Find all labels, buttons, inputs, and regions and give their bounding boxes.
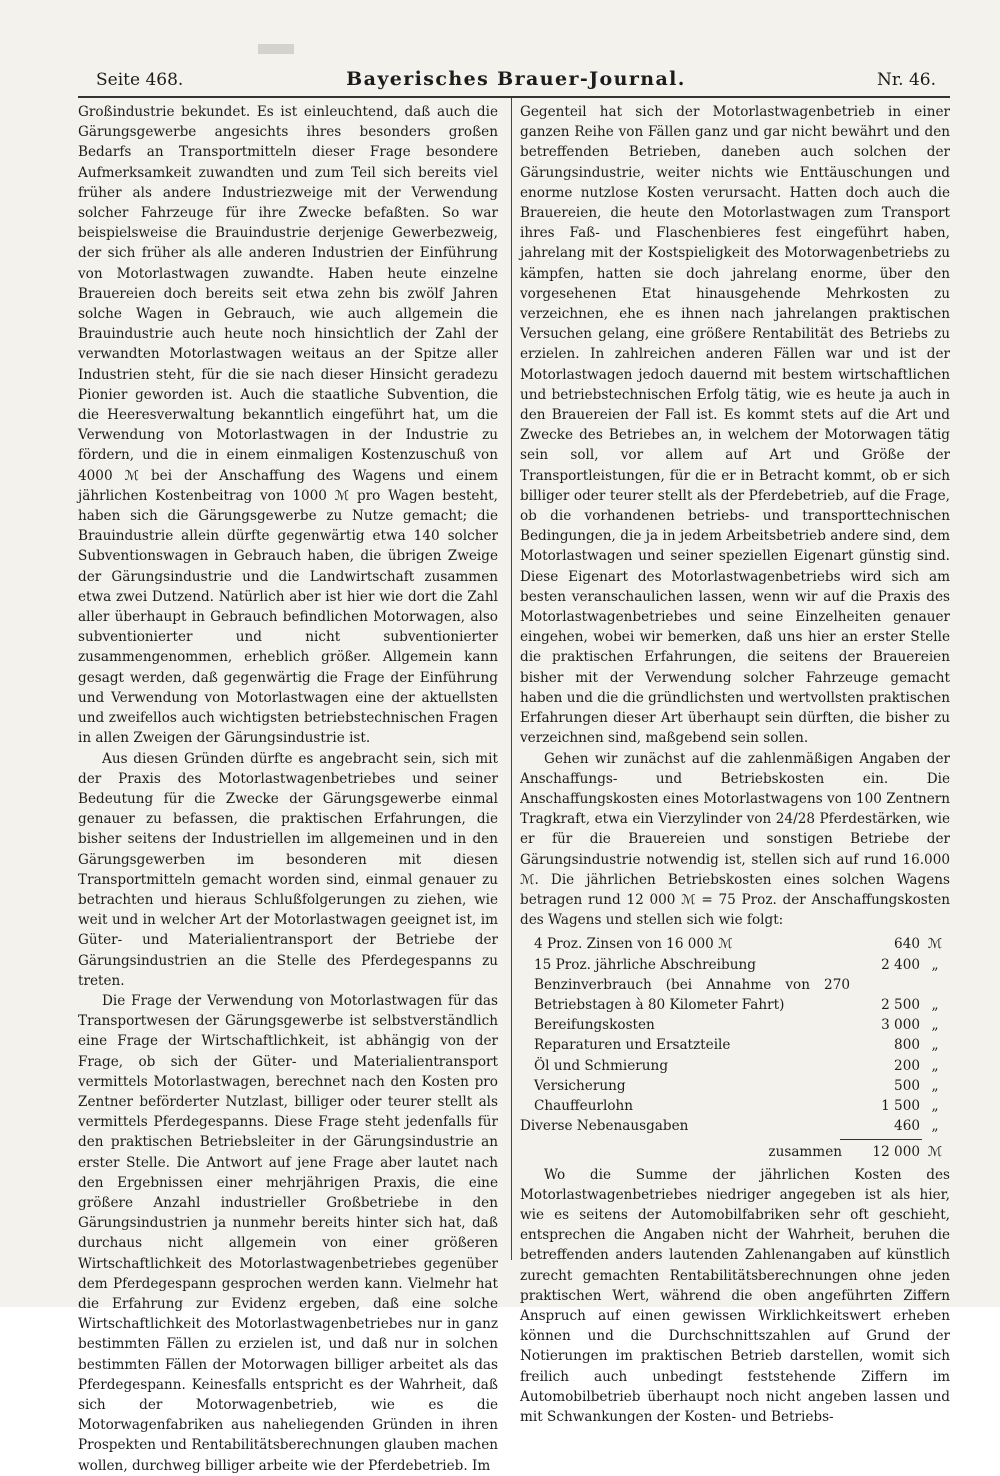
cost-row — [520, 1035, 950, 1055]
cost-label: Öl und Schmierung — [534, 1057, 669, 1074]
cost-unit: ℳ — [927, 936, 943, 953]
cost-label: Diverse Nebenausgaben — [520, 1118, 689, 1135]
cost-amount: 640 — [894, 936, 920, 953]
cost-unit: „ — [931, 1118, 939, 1135]
paragraph: Die Frage der Verwendung von Motorlastwagen für das Transportwesen der Gärungsgewerbe ist selbstverständlich eine Frage der Wirtschaftlichkeit, ist abhängig von der Frage, ob sich der Güter- und Materialientransport vermittels Motorlastwagen, berechnet nach den Kosten pro Zentner beförderter Nutzlast, billiger oder teurer stellt als vermittels Pferdegespanns. Diese Frage steht jedenfalls für den praktischen Betriebsleiter in der Gärungsindustrie an erster Stelle. Die Antwort auf jene Frage aber lautet nach den Ergebnissen einer mehrjährigen Praxis, die eine größere Anzahl industrieller Großbetriebe in den Gärungsindustrien ja nunmehr bereits hinter sich hat, daß durchaus nicht allgemein von einer größeren Wirtschaftlichkeit des Motorlastwagenbetriebes gegenüber dem Pferdegespann gesprochen werden kann. Vielmehr hat die Erfahrung zur Evidenz ergeben, daß eine solche Wirtschaftlichkeit des Motorlastwagenbetriebes nur in ganz bestimmten Fällen zu erzielen ist, und daß nur in solchen bestimmten Fällen der Motorwagen billiger arbeitet als das Pferdegespann. Keinesfalls entspricht es der Wahrheit, daß sich der Motorwagenbetrieb, wie es die Motorwagenfabriken aus naheliegenden Gründen in ihren Prospekten und Rentabilitätsberechnungen glauben machen wollen, durchweg billiger arbeite wie der Pferdebetrieb. Im — [78, 992, 498, 1474]
left-column — [78, 102, 498, 1474]
cost-row — [520, 975, 950, 1015]
cost-amount: 800 — [894, 1037, 920, 1054]
cost-amount: 200 — [894, 1057, 920, 1074]
cost-row — [520, 1015, 950, 1035]
cost-amount: 500 — [894, 1077, 920, 1094]
paragraph: Aus diesen Gründen dürfte es angebracht sein, sich mit der Praxis des Motorlastwagenbetriebes und seiner Bedeutung für die Zwecke der Gärungsgewerbe einmal genauer zu befassen, die praktischen Erfahrungen, die bisher seitens der Industriellen im allgemeinen und in den Gärungsgewerben im besonderen mit diesen Transportmitteln gemacht worden sind, einmal genauer zu betrachten und hieraus Schlußfolgerungen zu ziehen, wie weit und in welcher Art der Motorlastwagen geeignet ist, im Güter- und Materialientransport der Betriebe der Gärungsindustrien an die Stelle des Pferdegespanns zu treten. — [78, 750, 498, 989]
cost-row — [520, 1076, 950, 1096]
issue-number: Nr. 46. — [877, 70, 936, 90]
paragraph: Gehen wir zunächst auf die zahlenmäßigen Angaben der Anschaffungs- und Betriebskosten ein. Die Anschaffungskosten eines Motorlastwagens von 100 Zentnern Tragkraft, etwa ein Vierzylinder von 24/28 Pferdestärken, wie er für die Brauereien und sonstigen Betriebe der Gärungsindustrie notwendig ist, stellen sich auf rund 16.000 ℳ. Die jährlichen Betriebskosten eines solchen Wagens betragen rund 12 000 ℳ = 75 Proz. der Anschaffungskosten des Wagens und stellen sich wie folgt: — [520, 750, 950, 929]
cost-row — [520, 1116, 950, 1136]
cost-unit: „ — [931, 956, 939, 973]
page-header — [96, 64, 936, 94]
paragraph: Wo die Summe der jährlichen Kosten des Motorlastwagenbetriebes niedriger angegeben ist als hier, wie es seitens der Automobilfabriken sehr oft geschieht, entsprechen die Angaben nicht der Wahrheit, beruhen die betreffenden anders lautenden Zahlenangaben auf künstlich zurecht gemachten Rentabilitätsberechnungen ohne jeden praktischen Wert, während die oben angeführten Ziffern Anspruch auf einen gewissen Wirklichkeitswert erheben können und die Durchschnittszahlen auf Grund der Notierungen im praktischen Betrieb darstellen, womit sich freilich auch unbedingt feststehende Ziffern im Automobilbetrieb überhaupt noch nicht angeben lassen und mit Schwankungen der Kosten- und Betriebs- — [520, 1166, 950, 1425]
paragraph: Großindustrie bekundet. Es ist einleuchtend, daß auch die Gärungsgewerbe angesichts ihres besonders großen Bedarfs an Transportmitteln dieser Frage besondere Aufmerksamkeit zuwandten und zum Teil sich bereits viel früher als andere Industriezweige mit der Verwendung solcher Fahrzeuge für ihre Zwecke befaßten. So war beispielsweise die Brauindustrie derjenige Gewerbezweig, der sich früher als alle anderen Industrien der Einführung von Motorlastwagen zuwandte. Haben heute einzelne Brauereien doch bereits seit etwa zehn bis zwölf Jahren solche Wagen in Gebrauch, wie auch allgemein die Brauindustrie auch heute noch hinsichtlich der Zahl der verwandten Motorlastwagen weitaus an der Spitze aller Industrien steht, für die sie nach dieser Hinsicht geradezu Pionier geworden ist. Auch die staatliche Subvention, die die Heeresverwaltung bekanntlich eingeführt hat, um die Verwendung von Motorlastwagen in der Industrie zu fördern, und die in einem einmaligen Kostenzuschuß von 4000 ℳ bei der Anschaffung des Wagens und einem jährlichen Kostenbeitrag von 1000 ℳ pro Wagen besteht, haben sich die Gärungsgewerbe zu Nutze gemacht; die Brauindustrie allein dürfte gegenwärtig etwa 140 solcher Subventionswagen in Gebrauch haben, die übrigen Zweige der Gärungsindustrie und die Landwirtschaft zusammen etwa zwei Dutzend. Natürlich aber ist hier wie dort die Zahl aller überhaupt in Gebrauch befindlichen Motorwagen, also subventionierter und nicht subventionierter zusammengenommen, erheblich größer. Allgemein kann gesagt werden, daß gegenwärtig die Frage der Einführung und Verwendung von Motorlastwagen eine der aktuellsten und zweifellos auch wichtigsten betriebstechnischen Fragen in allen Zweigen der Gärungsindustrie ist. — [78, 104, 498, 747]
cost-row — [520, 1096, 950, 1116]
cost-amount: 3 000 — [881, 1017, 920, 1034]
cost-row — [520, 1056, 950, 1076]
cost-unit: „ — [931, 1057, 939, 1074]
cost-label: Benzinverbrauch (bei Annahme von 270 Betriebstagen à 80 Kilometer Fahrt) — [534, 976, 850, 1013]
header-rule — [78, 96, 950, 98]
cost-unit: „ — [931, 1077, 939, 1094]
cost-amount: 460 — [894, 1118, 920, 1135]
cost-row — [520, 955, 950, 975]
cost-total-row — [520, 1142, 950, 1162]
right-column — [520, 102, 950, 1425]
paragraph: Gegenteil hat sich der Motorlastwagenbetrieb in einer ganzen Reihe von Fällen ganz und gar nicht bewährt und den betreffenden Betrieben, daneben auch solchen der Gärungsindustrie, weiter nichts wie Enttäuschungen und enorme nutzlose Kosten verursacht. Hatten doch auch die Brauereien, die heute den Motorlastwagen zum Transport ihres Faß- und Flaschenbieres fest eingeführt haben, jahrelang mit der Kostspieligkeit des Motorwagenbetriebs zu kämpfen, hatten sie doch jahrelang enorme, über den vorgesehenen Etat hinausgehende Mehrkosten zu verzeichnen, ehe es ihnen nach jahrelangen praktischen Versuchen gelang, eine größere Rentabilität des Betriebs zu erzielen. In zahlreichen anderen Fällen war und ist der Motorlastwagen jedoch dauernd mit bestem wirtschaftlichen und betriebstechnischen Erfolg tätig, wie es heute ja auch in den Brauereien der Fall ist. Es kommt stets auf die Art und Zwecke des Betriebes an, in welchem der Motorwagen tätig sein soll, vor allem auf Art und Größe der Transportleistungen, für die er in Betracht kommt, ob er sich billiger oder teurer stellt als der Pferdebetrieb, auf die Frage, ob die vorhandenen betriebs- und transporttechnischen Bedingungen, die ja in jedem Arbeitsbetrieb andere sind, dem Motorlastwagen und seiner speziellen Eigenart günstig sind. Diese Eigenart des Motorlastwagenbetriebs wird sich am besten veranschaulichen lassen, wenn wir auf die Praxis des Motorlastwagenbetriebes und seine Einzelheiten genauer eingehen, wobei wir bemerken, daß uns hier an erster Stelle die praktischen Erfahrungen, die seitens der Brauereien bisher mit der Verwendung solcher Fahrzeuge gemacht haben und die die gründlichsten und wertvollsten praktischen Erfahrungen dieser Art überhaupt sein dürften, die bisher zu verzeichnen sind, maßgebend sein sollen. — [520, 104, 950, 747]
scan-artifact-mark — [258, 44, 294, 54]
cost-row — [520, 934, 950, 954]
page-number: Seite 468. — [96, 70, 184, 90]
cost-label: Bereifungskosten — [534, 1017, 655, 1034]
cost-unit: „ — [931, 1037, 939, 1054]
cost-amount: 2 500 — [881, 996, 920, 1013]
cost-label: 15 Proz. jährliche Abschreibung — [534, 956, 756, 973]
cost-unit: „ — [931, 1097, 939, 1114]
cost-label: Chauffeurlohn — [534, 1097, 634, 1114]
cost-total-unit: ℳ — [927, 1144, 943, 1161]
cost-label: 4 Proz. Zinsen von 16 000 ℳ — [534, 936, 733, 953]
journal-title: Bayerisches Brauer-Journal. — [346, 68, 686, 90]
cost-unit: „ — [931, 996, 939, 1013]
column-divider — [511, 98, 512, 1260]
cost-amount: 1 500 — [881, 1097, 920, 1114]
cost-amount: 2 400 — [881, 956, 920, 973]
cost-table — [520, 934, 950, 1162]
cost-unit: „ — [931, 1017, 939, 1034]
cost-label: Versicherung — [534, 1077, 626, 1094]
cost-label: Reparaturen und Ersatzteile — [534, 1037, 731, 1054]
cost-total-label: zusammen — [768, 1144, 842, 1161]
sum-rule — [840, 1139, 922, 1140]
cost-total-amount: 12 000 — [872, 1144, 920, 1161]
